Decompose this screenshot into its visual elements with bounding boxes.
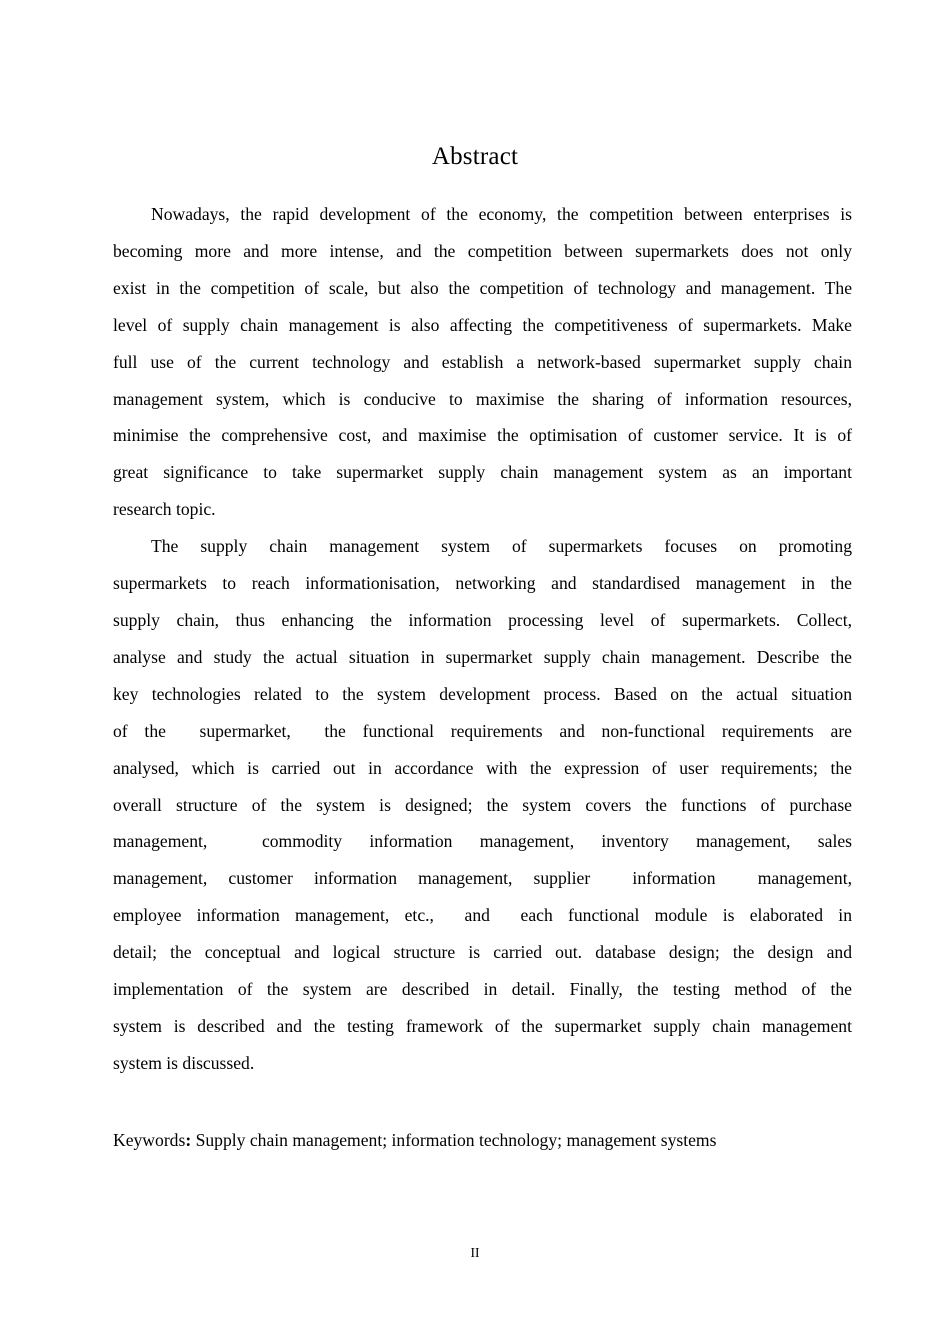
text-line: The supply chain management system of supermarkets focuses on promoting bbox=[151, 536, 852, 557]
text-line: analysed, which is carried out in accordance with the expression of user requirements; the bbox=[113, 757, 852, 778]
text-line: implementation of the system are described in detail. Finally, the testing method of the bbox=[113, 979, 852, 1000]
text-line: supermarkets to reach informationisation, networking and standardised management in the bbox=[113, 573, 852, 594]
text-line: overall structure of the system is designed; the system covers the functions of purchase bbox=[113, 794, 852, 815]
text-line: system is described and the testing framework of the supermarket supply chain management bbox=[113, 1015, 852, 1036]
text-line: research topic. bbox=[113, 499, 216, 520]
text-line: key technologies related to the system development process. Based on the actual situation bbox=[113, 683, 852, 704]
text-line: becoming more and more intense, and the competition between supermarkets does not only bbox=[113, 240, 852, 261]
text-line: great significance to take supermarket supply chain management system as an important bbox=[113, 462, 852, 483]
text-line: of the supermarket, the functional requirements and non-functional requirements are bbox=[113, 720, 852, 741]
text-line: analyse and study the actual situation in supermarket supply chain management. Describe the bbox=[113, 646, 852, 667]
keywords-label: Keywords bbox=[113, 1130, 186, 1150]
text-line: employee information management, etc., and each functional module is elaborated in bbox=[113, 905, 852, 926]
text-line: full use of the current technology and establish a network-based supermarket supply chain bbox=[113, 351, 852, 372]
text-line: exist in the competition of scale, but also the competition of technology and management. The bbox=[113, 277, 852, 298]
text-line: system is discussed. bbox=[113, 1052, 255, 1073]
text-line: minimise the comprehensive cost, and maximise the optimisation of customer service. It is of bbox=[113, 425, 852, 446]
text-line: Nowadays, the rapid development of the economy, the competition between enterprises is bbox=[151, 204, 852, 224]
page-title: Abstract bbox=[431, 142, 519, 170]
paragraph-1 bbox=[113, 196, 852, 528]
keywords-value: Supply chain management; information technology; management systems bbox=[191, 1130, 717, 1150]
paragraph-2 bbox=[113, 528, 852, 1082]
abstract-body bbox=[113, 196, 852, 1082]
keywords-line bbox=[113, 1124, 852, 1156]
text-line: management, customer information management, supplier information management, bbox=[113, 868, 852, 889]
text-line: management system, which is conducive to maximise the sharing of information resources, bbox=[113, 388, 852, 409]
text-line: level of supply chain management is also affecting the competitiveness of supermarkets. Make bbox=[113, 314, 852, 335]
text-line: detail; the conceptual and logical structure is carried out. database design; the design and bbox=[113, 942, 852, 963]
text-line: management, commodity information management, inventory management, sales bbox=[113, 831, 852, 852]
page-number-footer: II bbox=[470, 1245, 480, 1260]
text-line: supply chain, thus enhancing the information processing level of supermarkets. Collect, bbox=[113, 609, 852, 630]
keywords-colon: : bbox=[185, 1130, 192, 1150]
